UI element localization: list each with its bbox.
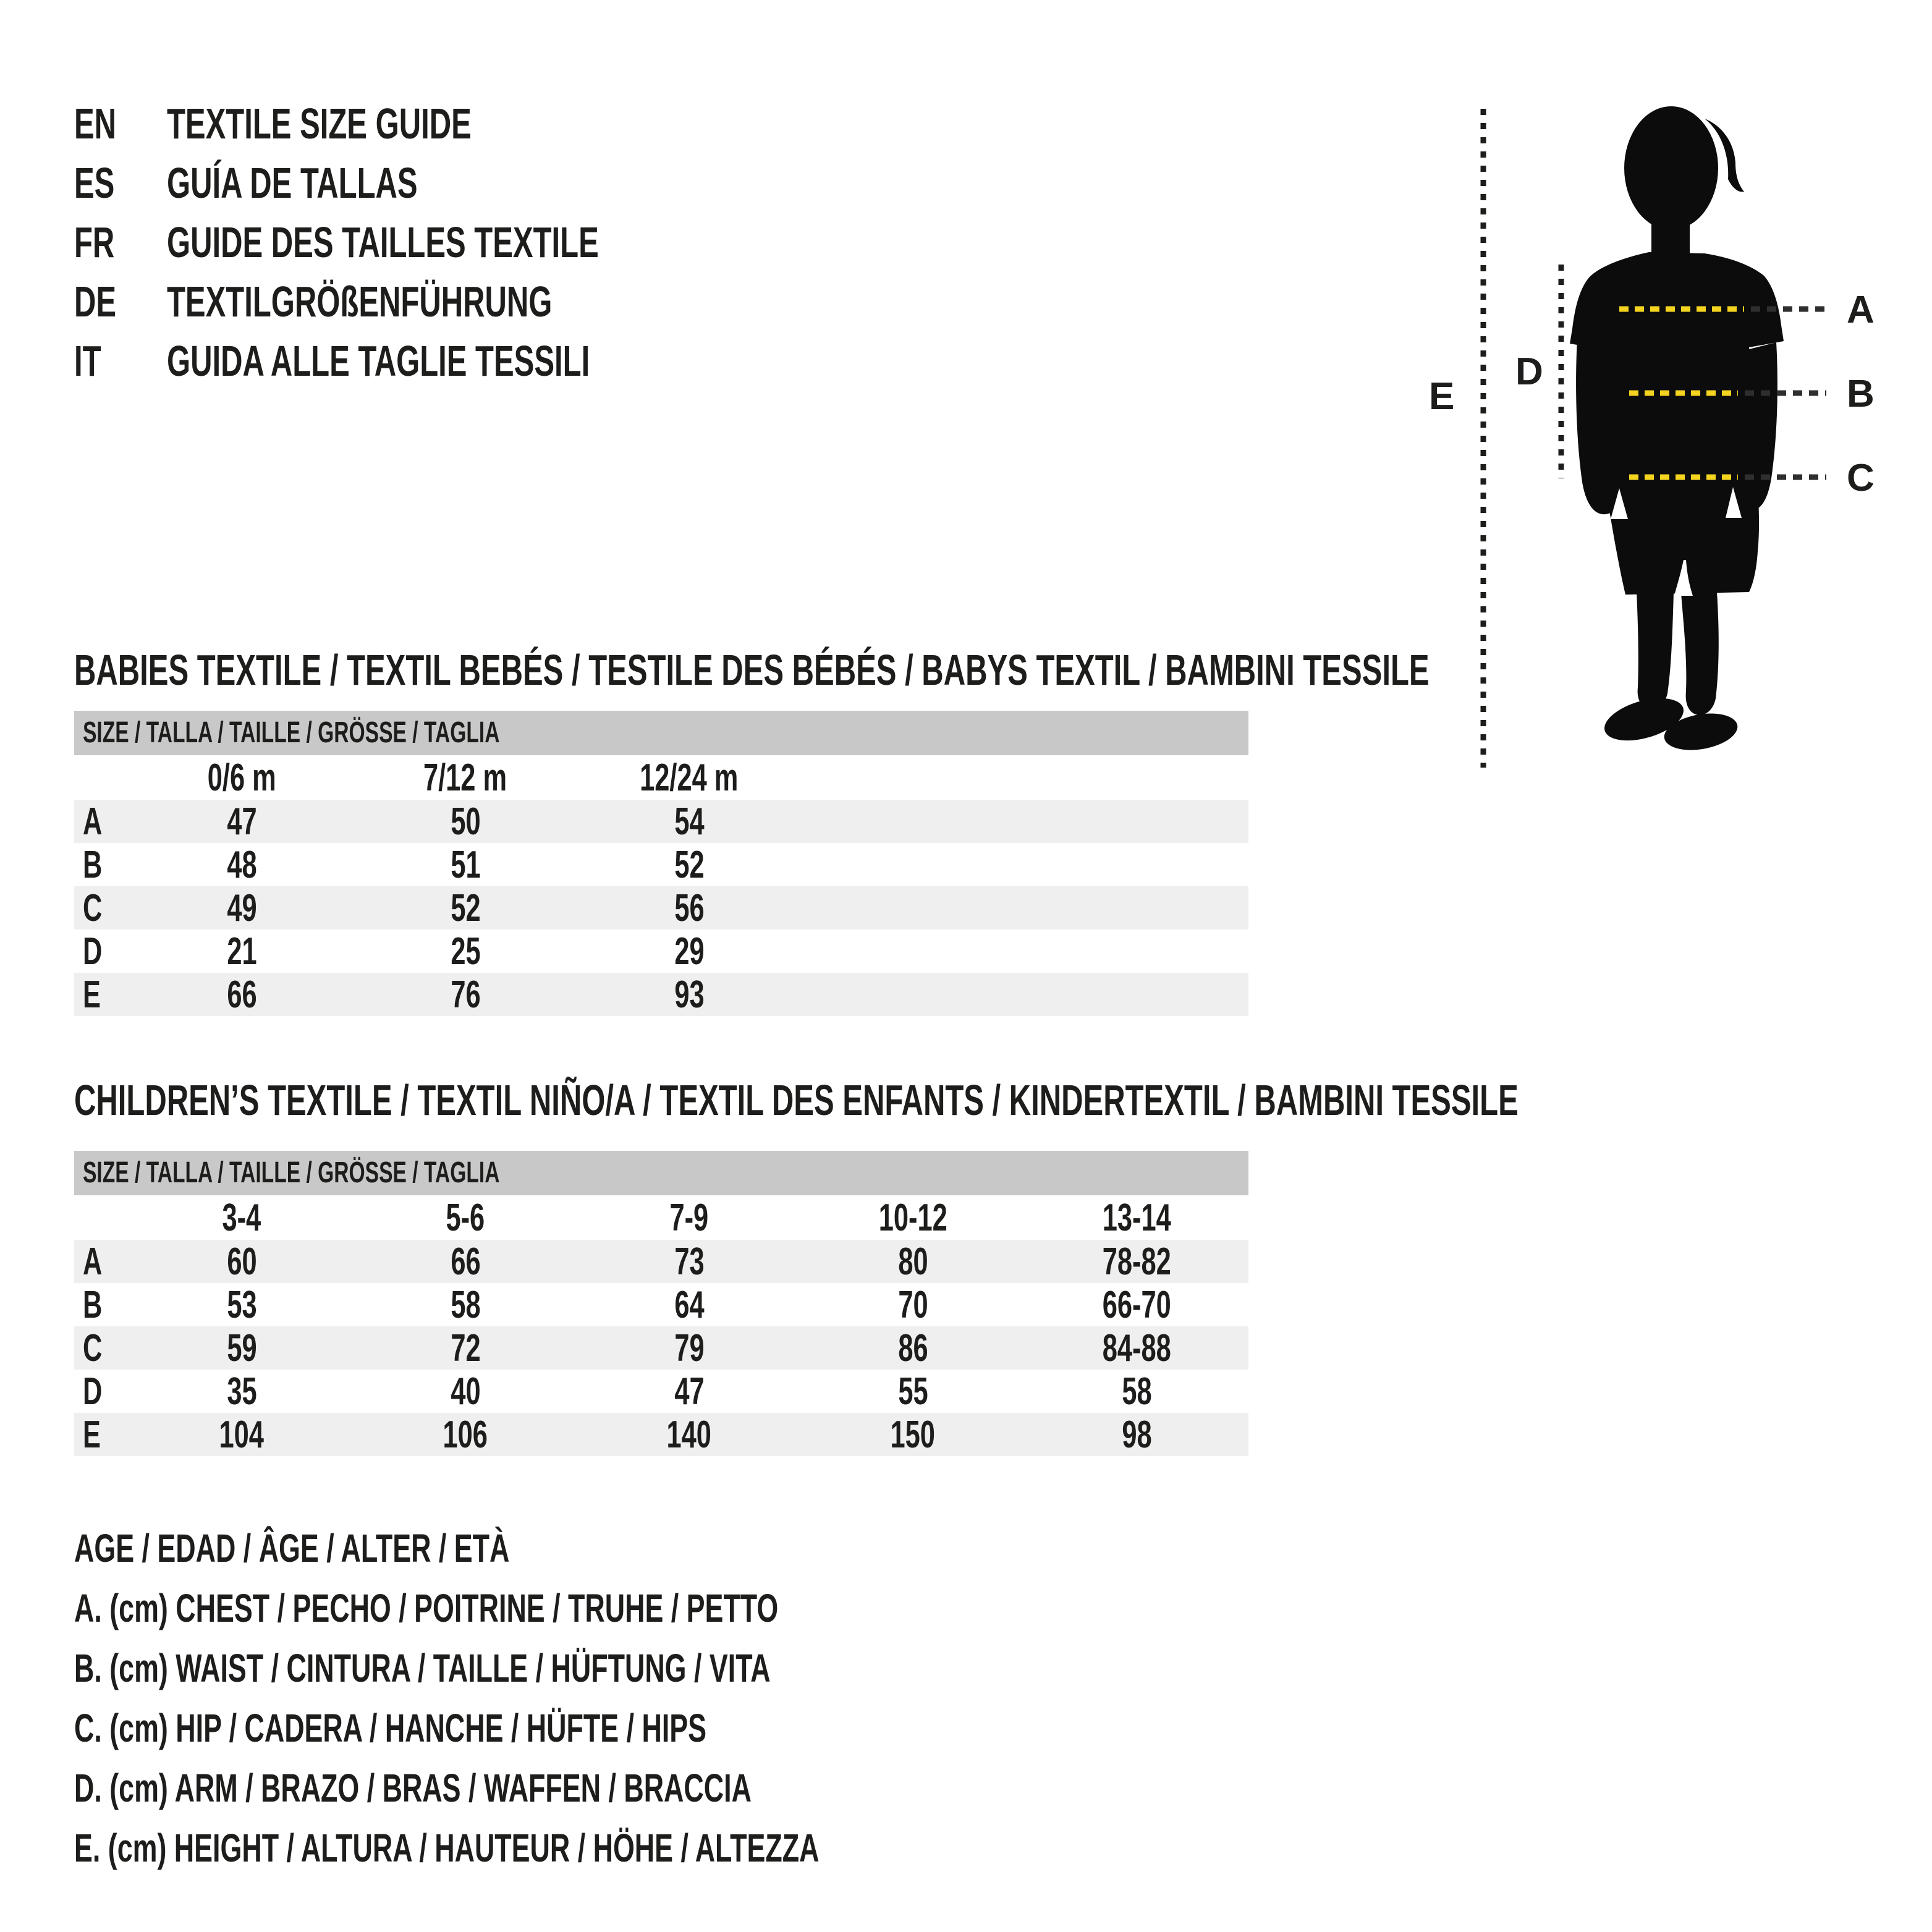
figure-label-b: B: [1847, 373, 1875, 415]
language-title: TEXTILGRÖßENFÜHRUNG: [167, 278, 553, 326]
legend-line-waist: B. (cm) WAIST / CINTURA / TAILLE / HÜFTUNG / VITA: [74, 1646, 771, 1690]
column-header: 7/12 m: [423, 756, 507, 799]
cell: 49: [226, 886, 257, 930]
language-title: GUIDA ALLE TAGLIE TESSILI: [167, 337, 590, 385]
cell: 79: [674, 1326, 705, 1370]
legend-line-age: AGE / EDAD / ÂGE / ALTER / ETÀ: [74, 1526, 510, 1570]
cell: 106: [443, 1413, 488, 1456]
table-row: [74, 843, 1248, 886]
cell: 25: [450, 930, 481, 973]
row-label: C: [83, 886, 103, 930]
column-header: 3-4: [222, 1196, 261, 1239]
cell: 47: [226, 800, 257, 843]
cell: 54: [674, 800, 705, 843]
cell: 29: [674, 930, 705, 973]
column-header: 13-14: [1102, 1196, 1171, 1239]
cell: 59: [226, 1326, 257, 1370]
cell: 66-70: [1102, 1283, 1171, 1326]
language-title: GUÍA DE TALLAS: [167, 159, 418, 207]
language-code: ES: [74, 159, 115, 207]
legend-line-hip: C. (cm) HIP / CADERA / HANCHE / HÜFTE / HIPS: [74, 1706, 707, 1750]
cell: 58: [450, 1283, 481, 1326]
table-row: [74, 1240, 1248, 1283]
table-row: [74, 1283, 1248, 1326]
language-code: FR: [74, 218, 115, 266]
children-column-header-row: [74, 1195, 1248, 1240]
cell: 60: [226, 1240, 257, 1283]
cell: 78-82: [1102, 1240, 1171, 1283]
cell: 150: [890, 1413, 936, 1456]
table-row: [74, 800, 1248, 843]
cell: 35: [226, 1370, 257, 1413]
children-size-header-bar: [74, 1151, 1248, 1195]
cell: 40: [450, 1370, 481, 1413]
cell: 21: [226, 930, 257, 973]
cell: 70: [897, 1283, 928, 1326]
column-header: 12/24 m: [640, 756, 739, 799]
cell: 53: [226, 1283, 257, 1326]
measurement-legend: [74, 1519, 1138, 1878]
row-label: B: [83, 843, 103, 886]
babies-size-table: [74, 711, 1248, 1016]
size-header-label: SIZE / TALLA / TAILLE / GRÖSSE / TAGLIA: [83, 716, 500, 749]
cell: 104: [219, 1413, 265, 1456]
figure-label-d: D: [1515, 350, 1543, 393]
row-label: D: [83, 1370, 103, 1413]
table-row: [74, 930, 1248, 973]
legend-line-arm: D. (cm) ARM / BRAZO / BRAS / WAFFEN / BRACCIA: [74, 1766, 752, 1810]
cell: 73: [674, 1240, 705, 1283]
cell: 93: [674, 973, 705, 1016]
cell: 52: [450, 886, 481, 930]
cell: 47: [674, 1370, 705, 1413]
column-header: 7-9: [669, 1196, 709, 1239]
row-label: A: [83, 1240, 103, 1283]
column-header: 10-12: [878, 1196, 947, 1239]
language-code: IT: [74, 337, 101, 385]
table-row: [74, 973, 1248, 1016]
table-row: [74, 1370, 1248, 1413]
figure-label-e: E: [1429, 375, 1455, 418]
column-header: 0/6 m: [207, 756, 276, 799]
children-section-heading: CHILDREN’S TEXTILE / TEXTIL NIÑO/A / TEXTIL DES ENFANTS / KINDERTEXTIL / BAMBINI TESSILE: [74, 1076, 1519, 1124]
cell: 66: [450, 1240, 481, 1283]
child-silhouette-icon: [1570, 106, 1784, 755]
cell: 56: [674, 886, 705, 930]
cell: 52: [674, 843, 705, 886]
language-title: TEXTILE SIZE GUIDE: [167, 100, 472, 148]
figure-label-a: A: [1847, 289, 1875, 331]
table-row: [74, 1326, 1248, 1370]
cell: 48: [226, 843, 257, 886]
cell: 72: [450, 1326, 481, 1370]
children-size-table: [74, 1151, 1248, 1456]
legend-line-chest: A. (cm) CHEST / PECHO / POITRINE / TRUHE / PETTO: [74, 1586, 779, 1630]
row-label: E: [83, 1413, 101, 1456]
cell: 76: [450, 973, 481, 1016]
cell: 66: [226, 973, 257, 1016]
size-header-label: SIZE / TALLA / TAILLE / GRÖSSE / TAGLIA: [83, 1156, 500, 1189]
row-label: B: [83, 1283, 103, 1326]
table-row: [74, 886, 1248, 930]
cell: 55: [897, 1370, 928, 1413]
cell: 86: [897, 1326, 928, 1370]
measurement-diagram: [1421, 93, 1932, 803]
language-code: DE: [74, 278, 117, 326]
cell: 50: [450, 800, 481, 843]
cell: 80: [897, 1240, 928, 1283]
cell: 98: [1121, 1413, 1152, 1456]
language-code: EN: [74, 100, 117, 148]
table-row: [74, 1413, 1248, 1456]
row-label: A: [83, 800, 103, 843]
figure-label-c: C: [1847, 457, 1875, 499]
row-label: E: [83, 973, 101, 1016]
cell: 140: [666, 1413, 712, 1456]
babies-size-header-bar: [74, 711, 1248, 755]
babies-section-heading: BABIES TEXTILE / TEXTIL BEBÉS / TESTILE DES BÉBÉS / BABYS TEXTIL / BAMBINI TESSILE: [74, 646, 1430, 694]
cell: 51: [450, 843, 481, 886]
legend-line-height: E. (cm) HEIGHT / ALTURA / HAUTEUR / HÖHE / ALTEZZA: [74, 1826, 820, 1870]
babies-column-header-row: [74, 755, 1248, 800]
language-title: GUIDE DES TAILLES TEXTILE: [167, 218, 599, 266]
column-header: 5-6: [446, 1196, 485, 1239]
cell: 84-88: [1102, 1326, 1171, 1370]
cell: 58: [1121, 1370, 1152, 1413]
cell: 64: [674, 1283, 705, 1326]
row-label: C: [83, 1326, 103, 1370]
row-label: D: [83, 930, 103, 973]
